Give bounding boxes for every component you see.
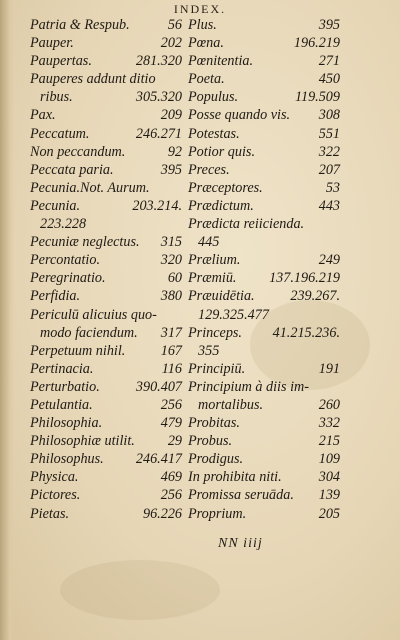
- index-term: Pecunia.: [30, 197, 81, 214]
- index-pages: 281.320: [135, 53, 182, 70]
- index-pages: 41.215.236.: [272, 324, 340, 341]
- index-entry: [188, 450, 340, 468]
- index-pages: 479: [160, 415, 182, 432]
- index-entry: [188, 306, 340, 324]
- index-term: Potior quis.: [188, 143, 256, 160]
- index-entry: [30, 52, 182, 70]
- index-term: Patria & Respub.: [30, 17, 130, 33]
- index-pages: 305.320: [135, 89, 182, 106]
- index-entry: [188, 432, 340, 450]
- index-term: Philosophia.: [30, 415, 103, 432]
- index-entry: [30, 16, 182, 34]
- signature-mark: NN iiij: [218, 536, 263, 551]
- index-pages: 469: [160, 469, 182, 486]
- index-column-right: [188, 16, 340, 523]
- index-entry: [30, 70, 182, 88]
- index-term: Proprium.: [188, 505, 247, 522]
- index-term: Physica.: [30, 469, 79, 486]
- index-term: mortalibus.: [198, 396, 264, 413]
- index-pages: 209: [160, 107, 182, 124]
- index-entry: [30, 179, 182, 197]
- index-pages: 96.226: [142, 505, 182, 522]
- index-term: modo faciendum.: [40, 324, 138, 341]
- index-pages: 109: [318, 451, 340, 468]
- index-column-left: [30, 16, 182, 523]
- index-pages: 380: [160, 288, 182, 305]
- index-entry: [188, 396, 340, 414]
- index-term: Præmiū.: [188, 270, 237, 287]
- index-entry: [30, 486, 182, 504]
- index-term: Præceptores.: [188, 179, 263, 196]
- index-pages: 315: [160, 234, 182, 251]
- index-entry: [188, 486, 340, 504]
- index-entry: [188, 70, 340, 88]
- index-term: Non peccandum.: [30, 143, 126, 160]
- index-pages: 167: [160, 342, 182, 359]
- index-entry: [188, 52, 340, 70]
- index-pages: 395: [160, 161, 182, 178]
- index-term: Percontatio.: [30, 252, 101, 269]
- index-term: Præuidētia.: [188, 288, 255, 305]
- index-term: Philosophiæ utilit.: [30, 433, 135, 450]
- index-pages: 202: [160, 35, 182, 52]
- index-term: Prædicta reiicienda.: [188, 216, 305, 233]
- index-term: Potestas.: [188, 125, 240, 142]
- index-term: Populus.: [188, 89, 239, 106]
- index-entry: [188, 233, 340, 251]
- index-entry: [188, 505, 340, 523]
- index-term: Princeps.: [188, 324, 242, 341]
- index-term: Pœna.: [188, 35, 224, 52]
- index-entry: [30, 287, 182, 305]
- index-pages: 246.271: [135, 125, 182, 142]
- index-entry: [188, 125, 340, 143]
- index-entry: [30, 197, 182, 215]
- index-term: Perturbatio.: [30, 378, 100, 395]
- index-entry: [30, 342, 182, 360]
- index-entry: [188, 468, 340, 486]
- index-term: Pœnitentia.: [188, 53, 254, 70]
- index-entry: [188, 269, 340, 287]
- index-term: Probus.: [188, 433, 233, 450]
- index-entry: [30, 324, 182, 342]
- index-pages: 29: [167, 433, 182, 450]
- index-entry: [30, 88, 182, 106]
- index-entry: [30, 414, 182, 432]
- index-entry: [30, 505, 182, 523]
- index-term: Pax.: [30, 107, 56, 124]
- index-term: Prodigus.: [188, 451, 244, 468]
- index-term: Pauperes addunt ditio: [30, 71, 156, 88]
- index-entry: [30, 378, 182, 396]
- index-entry: [188, 197, 340, 215]
- index-entry: [30, 143, 182, 161]
- index-entry: [30, 396, 182, 414]
- index-pages: 60: [167, 270, 182, 287]
- index-entry: [188, 287, 340, 305]
- index-term: ribus.: [40, 89, 73, 106]
- index-pages: 137.196.219: [269, 270, 340, 287]
- index-term: Peccata paria.: [30, 161, 114, 178]
- index-entry: [30, 360, 182, 378]
- index-term: Periculū alicuius quo-: [30, 306, 157, 323]
- index-pages: 395: [318, 17, 340, 33]
- index-entry: [188, 342, 340, 360]
- index-entry: [188, 16, 340, 34]
- index-term: 445: [198, 234, 220, 251]
- index-pages: 119.509: [294, 89, 340, 106]
- index-pages: 196.219: [293, 35, 340, 52]
- index-term: Pauper.: [30, 35, 74, 52]
- index-pages: 116: [161, 360, 182, 377]
- index-entry: [188, 324, 340, 342]
- index-term: Philosophus.: [30, 451, 104, 468]
- index-pages: 304: [318, 469, 340, 486]
- index-term: 355: [198, 342, 220, 359]
- index-term: Probitas.: [188, 415, 240, 432]
- index-entry: [188, 215, 340, 233]
- index-term: Preces.: [188, 161, 230, 178]
- index-term: Poeta.: [188, 71, 225, 88]
- index-entry: [188, 179, 340, 197]
- index-pages: 322: [318, 143, 340, 160]
- index-term: Plus.: [188, 17, 217, 33]
- index-entry: [188, 161, 340, 179]
- index-pages: 256: [160, 487, 182, 504]
- index-term: Pietas.: [30, 505, 70, 522]
- index-entry: [188, 143, 340, 161]
- index-term: Principiū.: [188, 360, 246, 377]
- index-entry: [30, 161, 182, 179]
- index-term: Perfidia.: [30, 288, 81, 305]
- index-entry: [30, 125, 182, 143]
- index-term: Pertinacia.: [30, 360, 94, 377]
- index-entry: [30, 106, 182, 124]
- paper-stain: [60, 560, 220, 620]
- index-pages: 191: [318, 360, 340, 377]
- index-term: 223.228: [40, 216, 87, 233]
- index-entry: [30, 233, 182, 251]
- index-pages: 320: [160, 252, 182, 269]
- index-pages: 139: [318, 487, 340, 504]
- index-entry: [30, 215, 182, 233]
- index-term: Principium à diis im-: [188, 378, 309, 395]
- index-term: Peregrinatio.: [30, 270, 106, 287]
- index-term: Posse quando vis.: [188, 107, 291, 124]
- index-entry: [188, 34, 340, 52]
- index-term: Peccatum.: [30, 125, 90, 142]
- index-pages: 56: [167, 17, 182, 33]
- index-entry: [30, 34, 182, 52]
- index-pages: 390.407: [135, 378, 182, 395]
- index-entry: [188, 251, 340, 269]
- index-entry: [30, 269, 182, 287]
- index-pages: 239.267.: [290, 288, 340, 305]
- index-entry: [30, 432, 182, 450]
- index-pages: 249: [318, 252, 340, 269]
- index-pages: 260: [318, 396, 340, 413]
- index-term: Prædictum.: [188, 197, 254, 214]
- index-pages: 332: [318, 415, 340, 432]
- index-pages: 207: [318, 161, 340, 178]
- index-term: Pecuniæ neglectus.: [30, 234, 140, 251]
- index-term: Pecunia.Not. Aurum.: [30, 179, 150, 196]
- index-term: 129.325.477: [198, 306, 269, 323]
- index-pages: 308: [318, 107, 340, 124]
- index-pages: 246.417: [135, 451, 182, 468]
- index-pages: 256: [160, 396, 182, 413]
- page-header: INDEX.: [173, 2, 227, 16]
- index-term: Pictores.: [30, 487, 81, 504]
- index-term: Promissa seruāda.: [188, 487, 294, 504]
- index-pages: 317: [160, 324, 182, 341]
- index-pages: 443: [318, 197, 340, 214]
- index-entry: [188, 378, 340, 396]
- index-pages: 205: [318, 505, 340, 522]
- index-term: In prohibita niti.: [188, 469, 282, 486]
- index-term: Paupertas.: [30, 53, 92, 70]
- index-term: Prælium.: [188, 252, 241, 269]
- index-pages: 551: [318, 125, 340, 142]
- index-pages: 92: [167, 143, 182, 160]
- index-entry: [188, 414, 340, 432]
- index-entry: [30, 306, 182, 324]
- index-term: Perpetuum nihil.: [30, 342, 126, 359]
- index-entry: [188, 360, 340, 378]
- index-entry: [30, 450, 182, 468]
- index-pages: 271: [318, 53, 340, 70]
- index-entry: [30, 251, 182, 269]
- index-entry: [188, 88, 340, 106]
- index-pages: 53: [325, 179, 340, 196]
- index-entry: [188, 106, 340, 124]
- index-pages: 203.214.: [132, 197, 182, 214]
- index-entry: [30, 468, 182, 486]
- index-pages: 450: [318, 71, 340, 88]
- page-gutter: [0, 0, 14, 640]
- index-term: Petulantia.: [30, 396, 93, 413]
- index-pages: 215: [318, 433, 340, 450]
